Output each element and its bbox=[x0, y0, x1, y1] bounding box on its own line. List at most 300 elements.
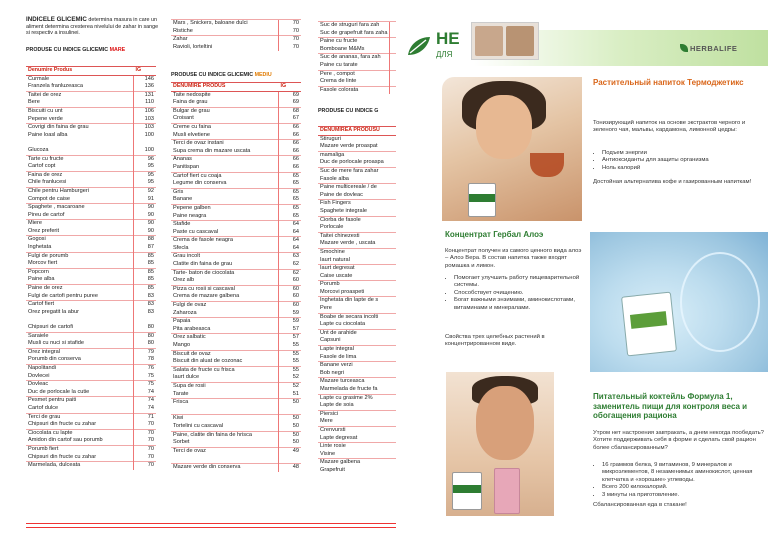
table-row bbox=[171, 229, 301, 237]
table-row bbox=[171, 140, 301, 148]
ig-value: 50 bbox=[279, 415, 302, 423]
list-item: • Антиоксиданты для защиты организма bbox=[602, 157, 768, 164]
ig-value: 70 bbox=[134, 421, 157, 429]
table-row bbox=[26, 179, 156, 187]
table-row bbox=[318, 394, 396, 402]
ig-value: 85 bbox=[134, 260, 157, 268]
product-name: Zaharoza bbox=[173, 309, 197, 316]
table-row bbox=[318, 321, 396, 329]
product-name: Curmale bbox=[26, 75, 134, 83]
product-name: Mazare turceasca bbox=[318, 378, 396, 386]
product-name: Unt de arahide bbox=[318, 329, 396, 337]
table-row bbox=[26, 244, 156, 252]
ig-value: 70 bbox=[279, 20, 302, 28]
product-name: Chipsuri de cartofi bbox=[28, 324, 74, 330]
product-name: Mars , Snickers, baloane dulci bbox=[171, 20, 279, 28]
list-item: • Богат важными энзимами, аминокислотами, витаминами и минералами. bbox=[454, 297, 594, 312]
footer-rule-top bbox=[26, 523, 396, 524]
table-row bbox=[171, 253, 301, 261]
ig-value: 64 bbox=[279, 245, 302, 253]
tea-title: Растительный напиток Термоджетикс bbox=[593, 78, 744, 87]
product-name: Crema de linte bbox=[320, 78, 357, 85]
product-name bbox=[171, 407, 279, 415]
gi-high-cont-table bbox=[171, 19, 301, 51]
ig-value: 85 bbox=[134, 285, 157, 293]
shake-closing: Сбалансированная еда в стакане! bbox=[593, 502, 687, 508]
table-row bbox=[171, 36, 301, 44]
product-name: Mere bbox=[320, 418, 333, 425]
product-name: Biscuit de ovaz bbox=[171, 350, 279, 358]
product-name: Napolitandi bbox=[26, 364, 134, 372]
table-row bbox=[26, 99, 156, 107]
product-name: Orez integral bbox=[26, 348, 134, 356]
product-name: Suc de struguri fara zah bbox=[318, 22, 390, 30]
table-row bbox=[26, 301, 156, 309]
table-row bbox=[26, 324, 156, 332]
table-row bbox=[171, 91, 301, 99]
ig-value: 51 bbox=[279, 391, 302, 399]
ig-value bbox=[390, 22, 396, 30]
product-name: Tortelini cu cascaval bbox=[173, 422, 224, 429]
ig-value: 49 bbox=[279, 447, 302, 455]
table-row bbox=[318, 297, 396, 305]
ig-value: 65 bbox=[279, 213, 302, 221]
product-name: Capsuni bbox=[320, 337, 341, 344]
table-row bbox=[26, 147, 156, 155]
footer-rule-bottom bbox=[26, 527, 396, 528]
brand-logo bbox=[680, 44, 737, 53]
product-name: Dovleac bbox=[26, 381, 134, 389]
shake-title: Питательный коктейль Формула 1, заменитель пищи для контроля веса и обогащения рациона bbox=[593, 392, 748, 420]
table-row bbox=[171, 431, 301, 439]
product-name bbox=[171, 455, 279, 463]
table-row bbox=[26, 107, 156, 115]
product-name: Pesmet pentru paiti bbox=[26, 397, 134, 405]
ig-value: 85 bbox=[134, 252, 157, 260]
product-name: Spaghete , macaroane bbox=[26, 204, 134, 212]
table-row bbox=[171, 439, 301, 447]
ig-value: 91 bbox=[134, 196, 157, 204]
table-row bbox=[171, 374, 301, 382]
product-name: Morcov fiert bbox=[28, 260, 58, 267]
table-row bbox=[318, 281, 396, 289]
table-row bbox=[171, 334, 301, 342]
product-name: Paste cu cascaval bbox=[173, 228, 219, 235]
product-name: Stiruguri bbox=[318, 135, 396, 143]
table-row bbox=[26, 139, 156, 147]
ig-value: 62 bbox=[279, 269, 302, 277]
product-name: Paine multicereale / de bbox=[318, 184, 396, 192]
table-row bbox=[171, 237, 301, 245]
aloe-photo bbox=[590, 232, 768, 372]
list-item: • Подъем энергии bbox=[602, 150, 768, 157]
product-name: Taitei chinezesti bbox=[318, 232, 396, 240]
table-row bbox=[318, 216, 396, 224]
product-name: Bomboane M&Ms bbox=[320, 45, 365, 52]
table-row bbox=[26, 332, 156, 340]
product-name: Supa de rosii bbox=[171, 382, 279, 390]
table-row bbox=[171, 318, 301, 326]
table-row bbox=[318, 305, 396, 313]
product-name: Banane bbox=[173, 196, 193, 203]
table-row bbox=[318, 257, 396, 265]
ig-value: 74 bbox=[134, 405, 157, 413]
product-name: Piersici bbox=[318, 410, 396, 418]
ig-value: 69 bbox=[279, 91, 302, 99]
ig-value bbox=[390, 70, 396, 78]
table-row bbox=[171, 350, 301, 358]
ig-value: 65 bbox=[279, 180, 302, 188]
table-row bbox=[318, 386, 396, 394]
table-row bbox=[171, 463, 301, 471]
product-name: Bob negri bbox=[320, 369, 344, 376]
ig-value: 64 bbox=[279, 237, 302, 245]
gi-low-heading: PRODUSE CU INDICE G bbox=[318, 108, 379, 114]
product-name: Gris bbox=[171, 188, 279, 196]
ig-value: 64 bbox=[279, 229, 302, 237]
ig-value: 55 bbox=[279, 358, 302, 366]
ig-value: 65 bbox=[279, 204, 302, 212]
table-row bbox=[318, 30, 396, 38]
ig-value: 57 bbox=[279, 334, 302, 342]
table-row bbox=[171, 293, 301, 301]
table-row bbox=[26, 309, 156, 317]
ig-value: 52 bbox=[279, 374, 302, 382]
product-name: Ananas bbox=[171, 156, 279, 164]
product-name: Faina de orez bbox=[26, 171, 134, 179]
product-name: Ravioli, lorteltini bbox=[173, 43, 213, 50]
ig-value: 68 bbox=[279, 107, 302, 115]
table-row bbox=[171, 196, 301, 204]
product-name: Suc de ananas, fara zah bbox=[318, 54, 390, 62]
ig-value bbox=[134, 316, 157, 324]
product-name: Morcovi proaspeti bbox=[320, 288, 365, 295]
ig-value: 146 bbox=[134, 75, 157, 83]
table-row bbox=[318, 22, 396, 30]
ig-value: 66 bbox=[279, 132, 302, 140]
ig-value bbox=[390, 86, 396, 94]
table-row bbox=[171, 20, 301, 28]
ig-value bbox=[390, 30, 396, 38]
ig-value: 60 bbox=[279, 302, 302, 310]
table-row bbox=[26, 91, 156, 99]
product-name: Paine cu fructe bbox=[318, 38, 390, 46]
table-row bbox=[318, 418, 396, 426]
product-name: Bere bbox=[28, 99, 40, 106]
table-row bbox=[26, 340, 156, 348]
product-name: Mazare verde proaspat bbox=[320, 143, 378, 150]
table-row bbox=[171, 382, 301, 390]
product-name: Fasole colorata bbox=[318, 86, 390, 94]
ig-value: 65 bbox=[279, 188, 302, 196]
table-row bbox=[318, 248, 396, 256]
table-row bbox=[171, 156, 301, 164]
product-name: Cartof dulce bbox=[28, 404, 59, 411]
table-row bbox=[318, 159, 396, 167]
table-row bbox=[318, 402, 396, 410]
product-name: Inghetata din lapte de s bbox=[318, 297, 396, 305]
product-name: Duc de porlocale la cutie bbox=[28, 388, 90, 395]
product-name: Popcorn bbox=[26, 268, 134, 276]
ig-value: 70 bbox=[134, 454, 157, 462]
ig-value: 71 bbox=[134, 413, 157, 421]
product-name: Pere bbox=[320, 305, 332, 312]
product-name: Paine alba bbox=[28, 276, 55, 283]
brochure-title: HE bbox=[436, 29, 460, 48]
product-name: Fasole de lima bbox=[320, 353, 357, 360]
table-row bbox=[318, 451, 396, 459]
ig-value: 64 bbox=[279, 221, 302, 229]
table-row bbox=[171, 213, 301, 221]
product-name bbox=[26, 139, 134, 147]
product-name: Paine neagra bbox=[173, 212, 207, 219]
ig-value: 70 bbox=[134, 445, 157, 453]
table-row bbox=[26, 171, 156, 179]
product-name: Duc de porlocale proaspa bbox=[320, 159, 384, 166]
table-row bbox=[171, 44, 301, 52]
product-name: Musli elvetiene bbox=[173, 131, 210, 138]
product-name: Faina de grau bbox=[173, 99, 208, 106]
table-row bbox=[318, 467, 396, 475]
product-name: Orez salbatic bbox=[171, 334, 279, 342]
product-name: Chipsuri din fructe cu zahar bbox=[28, 421, 97, 428]
table-row bbox=[26, 196, 156, 204]
product-name: Tarte- baton de ciocolata bbox=[171, 269, 279, 277]
table-row bbox=[318, 167, 396, 175]
ig-value bbox=[390, 78, 396, 86]
table-row bbox=[26, 155, 156, 163]
gi-medium-heading: PRODUSE CU INDICE GLICEMIC MEDIU bbox=[171, 72, 272, 78]
ig-value: 70 bbox=[279, 28, 302, 36]
table-row bbox=[26, 381, 156, 389]
table-row bbox=[171, 164, 301, 172]
table-row bbox=[318, 370, 396, 378]
ig-value: 90 bbox=[134, 228, 157, 236]
table-row bbox=[318, 38, 396, 46]
list-item: • Всего 200 килокалорий. bbox=[602, 484, 768, 491]
table-row bbox=[318, 265, 396, 273]
product-name: Pepene galben bbox=[171, 204, 279, 212]
product-name: Fish Fingers bbox=[318, 200, 396, 208]
ig-value: 66 bbox=[279, 148, 302, 156]
tea-closing: Достойная альтернатива кофе и газированным напиткам! bbox=[593, 179, 752, 185]
table-row bbox=[318, 224, 396, 232]
product-name: Croisant bbox=[173, 115, 194, 122]
ig-value: 57 bbox=[279, 326, 302, 334]
table-row bbox=[26, 83, 156, 91]
aloe-body: Концентрат получен из самого ценного вида алоэ – Алоэ Вера. В состав напитка также входят ромашка и лимон. bbox=[445, 248, 582, 269]
table-row bbox=[171, 391, 301, 399]
ig-value: 66 bbox=[279, 123, 302, 131]
product-name: Caise uscate bbox=[320, 272, 353, 279]
table-row bbox=[318, 426, 396, 434]
table-row bbox=[318, 232, 396, 240]
ig-value: 100 bbox=[134, 132, 157, 140]
product-name: Tarate bbox=[173, 390, 189, 397]
brand-name: HERBALIFE bbox=[690, 44, 738, 53]
table-row bbox=[318, 200, 396, 208]
table-row bbox=[26, 462, 156, 470]
shake-body: Утром нет настроения завтракать, а днем некогда пообедать? Хотите поддерживать себя в форме и сделать свой рацион более сбалансированным? bbox=[593, 430, 764, 451]
table-row bbox=[26, 389, 156, 397]
header-photo bbox=[471, 22, 539, 60]
table-row bbox=[171, 204, 301, 212]
product-name: Mango bbox=[173, 342, 191, 348]
product-name: Creme cu faina bbox=[171, 123, 279, 131]
table-row bbox=[171, 115, 301, 123]
product-name: Fulgi de cartofi pentru puree bbox=[28, 292, 98, 299]
table-row bbox=[318, 362, 396, 370]
aloe-closing: Свойства трех целебных растений в концентрированном виде. bbox=[445, 334, 545, 348]
table-row bbox=[171, 123, 301, 131]
ig-value: 59 bbox=[279, 310, 302, 318]
table-row bbox=[171, 326, 301, 334]
table-row bbox=[318, 289, 396, 297]
product-name: Zahar bbox=[171, 36, 279, 44]
ig-value: 66 bbox=[279, 140, 302, 148]
product-name: Sorbet bbox=[173, 439, 190, 446]
table-row bbox=[26, 421, 156, 429]
table-row bbox=[26, 236, 156, 244]
product-name: Iaurt natural bbox=[320, 256, 350, 263]
table-row bbox=[318, 70, 396, 78]
table-row bbox=[26, 220, 156, 228]
table-row bbox=[26, 397, 156, 405]
table-row bbox=[318, 346, 396, 354]
table-row bbox=[26, 413, 156, 421]
product-name: Taitei de orez bbox=[26, 91, 134, 99]
product-name: Crema de fasole neagra bbox=[171, 237, 279, 245]
table-row bbox=[171, 99, 301, 107]
ig-value: 83 bbox=[134, 293, 157, 301]
product-name: Iaurt dulce bbox=[173, 374, 200, 381]
product-name: Fasole alba bbox=[320, 175, 349, 182]
table-row bbox=[318, 86, 396, 94]
table-row bbox=[318, 192, 396, 200]
product-name: Clatite din faina de grau bbox=[173, 261, 233, 268]
product-name: Lapte de soia bbox=[320, 402, 354, 409]
product-name: Paine cu tarate bbox=[320, 61, 358, 68]
ig-value: 70 bbox=[279, 36, 302, 44]
product-name: Paine de dovleac bbox=[320, 191, 363, 198]
ig-value: 52 bbox=[279, 382, 302, 390]
product-name: Marmelada, dulceata bbox=[26, 462, 134, 470]
table-row bbox=[26, 75, 156, 83]
table-row bbox=[318, 435, 396, 443]
product-name: Grau incolt bbox=[171, 253, 279, 261]
product-name: Salata de fructe cu frisca bbox=[171, 366, 279, 374]
table-row bbox=[171, 366, 301, 374]
table-row bbox=[171, 310, 301, 318]
product-name: Biscuit din aluat de cozonac bbox=[173, 358, 243, 365]
product-name: Dovlecei bbox=[28, 372, 50, 379]
product-name: Chipsuri din fructe cu zahar bbox=[28, 453, 97, 460]
table-row bbox=[171, 28, 301, 36]
table-row bbox=[318, 176, 396, 184]
tea-benefits bbox=[593, 150, 768, 172]
ig-value: 69 bbox=[279, 99, 302, 107]
ig-value: 48 bbox=[279, 463, 302, 471]
product-name: Porumb fiert bbox=[26, 445, 134, 453]
table-row bbox=[318, 54, 396, 62]
ig-value: 95 bbox=[134, 171, 157, 179]
table-row bbox=[171, 188, 301, 196]
product-name: Ciorba de fasole bbox=[318, 216, 396, 224]
product-name: Pizza cu rosii si cascaval bbox=[171, 285, 279, 293]
product-name: Suc de grapefruit fara zaha bbox=[320, 29, 388, 36]
ig-value: 66 bbox=[279, 156, 302, 164]
gi-high-heading: PRODUSE CU INDICE GLICEMIC MARE bbox=[26, 47, 126, 53]
product-name: Porumb din conserva bbox=[28, 356, 81, 363]
ig-value: 103 bbox=[134, 124, 157, 132]
table-row bbox=[26, 116, 156, 124]
table-row bbox=[26, 228, 156, 236]
ig-value: 100 bbox=[134, 147, 157, 155]
product-name: Suc de mere fara zahar bbox=[318, 167, 396, 175]
ig-value: 78 bbox=[134, 356, 157, 364]
ig-value: 80 bbox=[134, 332, 157, 340]
ig-value: 67 bbox=[279, 115, 302, 123]
product-name: Lapte cu ciocolata bbox=[320, 321, 366, 328]
ig-value bbox=[279, 407, 302, 415]
product-name: Taite nedospite bbox=[171, 91, 279, 99]
product-name: Paine loasl alba bbox=[28, 131, 68, 138]
product-name: Glucoza bbox=[28, 146, 49, 153]
product-name bbox=[26, 316, 134, 324]
table-row bbox=[171, 132, 301, 140]
table-row bbox=[171, 180, 301, 188]
product-name: Compot de caise bbox=[28, 195, 70, 202]
product-name: Ciocolata cu lapte bbox=[26, 429, 134, 437]
product-name: Smochine bbox=[318, 248, 396, 256]
ig-value: 55 bbox=[279, 342, 302, 350]
product-name: Linte rosie bbox=[318, 443, 396, 451]
list-item: • 3 минуты на приготовление. bbox=[602, 492, 768, 499]
ig-value: 80 bbox=[134, 324, 157, 332]
product-name: Mazare verde din conserva bbox=[171, 463, 279, 471]
ig-value: 83 bbox=[134, 301, 157, 309]
table-row bbox=[171, 447, 301, 455]
ig-value: 92 bbox=[134, 187, 157, 195]
ig-value: 80 bbox=[134, 340, 157, 348]
table-row bbox=[171, 358, 301, 366]
table-row bbox=[26, 316, 156, 324]
ig-value: 90 bbox=[134, 220, 157, 228]
shake-photo bbox=[446, 372, 554, 516]
table-row bbox=[26, 285, 156, 293]
table-row bbox=[26, 454, 156, 462]
table-row bbox=[26, 212, 156, 220]
product-name: mamaliga bbox=[318, 151, 396, 159]
ig-value bbox=[390, 38, 396, 46]
ig-value: 65 bbox=[279, 172, 302, 180]
table-row bbox=[26, 124, 156, 132]
table-row bbox=[171, 261, 301, 269]
ig-value: 62 bbox=[279, 261, 302, 269]
ig-value: 50 bbox=[279, 423, 302, 431]
table-row bbox=[26, 252, 156, 260]
table-row bbox=[171, 302, 301, 310]
product-name: Porumb bbox=[318, 281, 396, 289]
ig-value: 106 bbox=[134, 107, 157, 115]
product-name: Lapte integral bbox=[318, 346, 396, 354]
ig-value: 74 bbox=[134, 389, 157, 397]
table-row bbox=[318, 135, 396, 143]
product-name: Visine bbox=[320, 450, 336, 457]
table-row bbox=[318, 313, 396, 321]
product-name: Gogosi bbox=[26, 236, 134, 244]
ig-value: 60 bbox=[279, 285, 302, 293]
